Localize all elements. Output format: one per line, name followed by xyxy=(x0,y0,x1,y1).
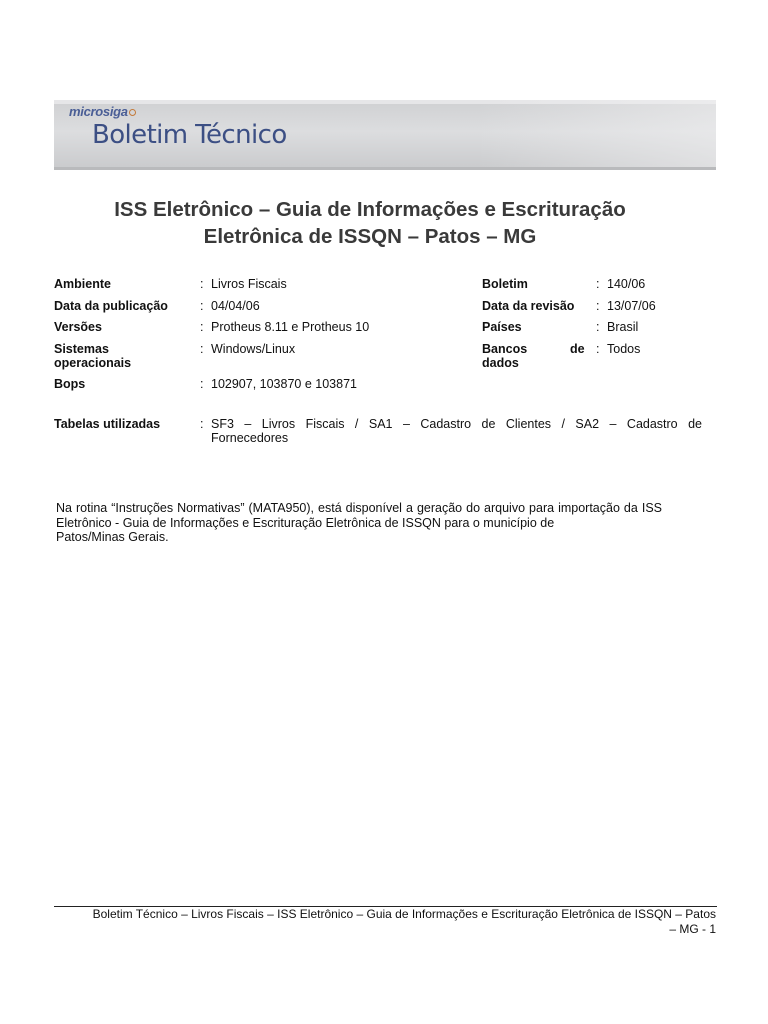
banner-fade xyxy=(476,100,716,170)
ambiente-colon: : xyxy=(200,277,204,291)
tabelas-colon: : xyxy=(200,417,204,431)
data-revisao-value: 13/07/06 xyxy=(607,299,656,313)
bops-colon: : xyxy=(200,377,204,391)
bops-label: Bops xyxy=(54,377,86,391)
ambiente-label: Ambiente xyxy=(54,277,111,291)
footer-line2: – MG - 1 xyxy=(669,921,716,936)
header-banner xyxy=(54,100,716,170)
data-publicacao-label: Data da publicação xyxy=(54,299,168,313)
tabelas-value-line2: Fornecedores xyxy=(211,431,289,445)
boletim-colon: : xyxy=(596,277,600,291)
versoes-label: Versões xyxy=(54,320,102,334)
bancos-label-line1b: de xyxy=(570,342,585,356)
sistemas-label-line1: Sistemas xyxy=(54,342,109,356)
bancos-value: Todos xyxy=(607,342,641,356)
tabelas-value-line1: SF3 – Livros Fiscais / SA1 – Cadastro de Clientes / SA2 – Cadastro de xyxy=(211,417,702,431)
bops-value: 102907, 103870 e 103871 xyxy=(211,377,357,391)
paises-colon: : xyxy=(596,320,600,334)
document-title-line2: Eletrônica de ISSQN – Patos – MG xyxy=(203,225,537,248)
microsiga-logo: microsiga xyxy=(69,104,136,119)
document-title xyxy=(54,196,716,250)
body-paragraph-last: Patos/Minas Gerais. xyxy=(56,530,169,544)
data-revisao-colon: : xyxy=(596,299,600,313)
body-paragraph-main: Na rotina “Instruções Normativas” (MATA950), está disponível a geração do arquivo para importação da ISS Eletrônico - Guia de Informações e Escrituração Eletrônica de ISSQN para o município de xyxy=(56,501,662,530)
versoes-colon: : xyxy=(200,320,204,334)
ambiente-value: Livros Fiscais xyxy=(211,277,287,291)
boletim-value: 140/06 xyxy=(607,277,646,291)
page-footer xyxy=(54,907,716,936)
versoes-value: Protheus 8.11 e Protheus 10 xyxy=(211,320,370,334)
paises-value: Brasil xyxy=(607,320,639,334)
paises-label: Países xyxy=(482,320,522,334)
data-publicacao-value: 04/04/06 xyxy=(211,299,260,313)
banner-title: Boletim Técnico xyxy=(92,120,287,150)
sistemas-value: Windows/Linux xyxy=(211,342,296,356)
document-title-line1: ISS Eletrônico – Guia de Informações e Escrituração xyxy=(114,198,626,221)
footer-line1: Boletim Técnico – Livros Fiscais – ISS Eletrônico – Guia de Informações e Escrituração Eletrônica de ISSQN – Patos xyxy=(92,907,716,921)
sistemas-label-line2: operacionais xyxy=(54,356,132,370)
data-revisao-label: Data da revisão xyxy=(482,299,575,313)
boletim-label: Boletim xyxy=(482,277,528,291)
tabelas-label: Tabelas utilizadas xyxy=(54,417,161,431)
sistemas-colon: : xyxy=(200,342,204,356)
logo-mark-icon xyxy=(129,109,136,116)
data-publicacao-colon: : xyxy=(200,299,204,313)
bancos-label-line2: dados xyxy=(482,356,519,370)
bancos-colon: : xyxy=(596,342,600,356)
bancos-label-line1a: Bancos xyxy=(482,342,528,356)
banner-bottom-strip xyxy=(54,167,716,170)
body-paragraph xyxy=(56,501,662,545)
